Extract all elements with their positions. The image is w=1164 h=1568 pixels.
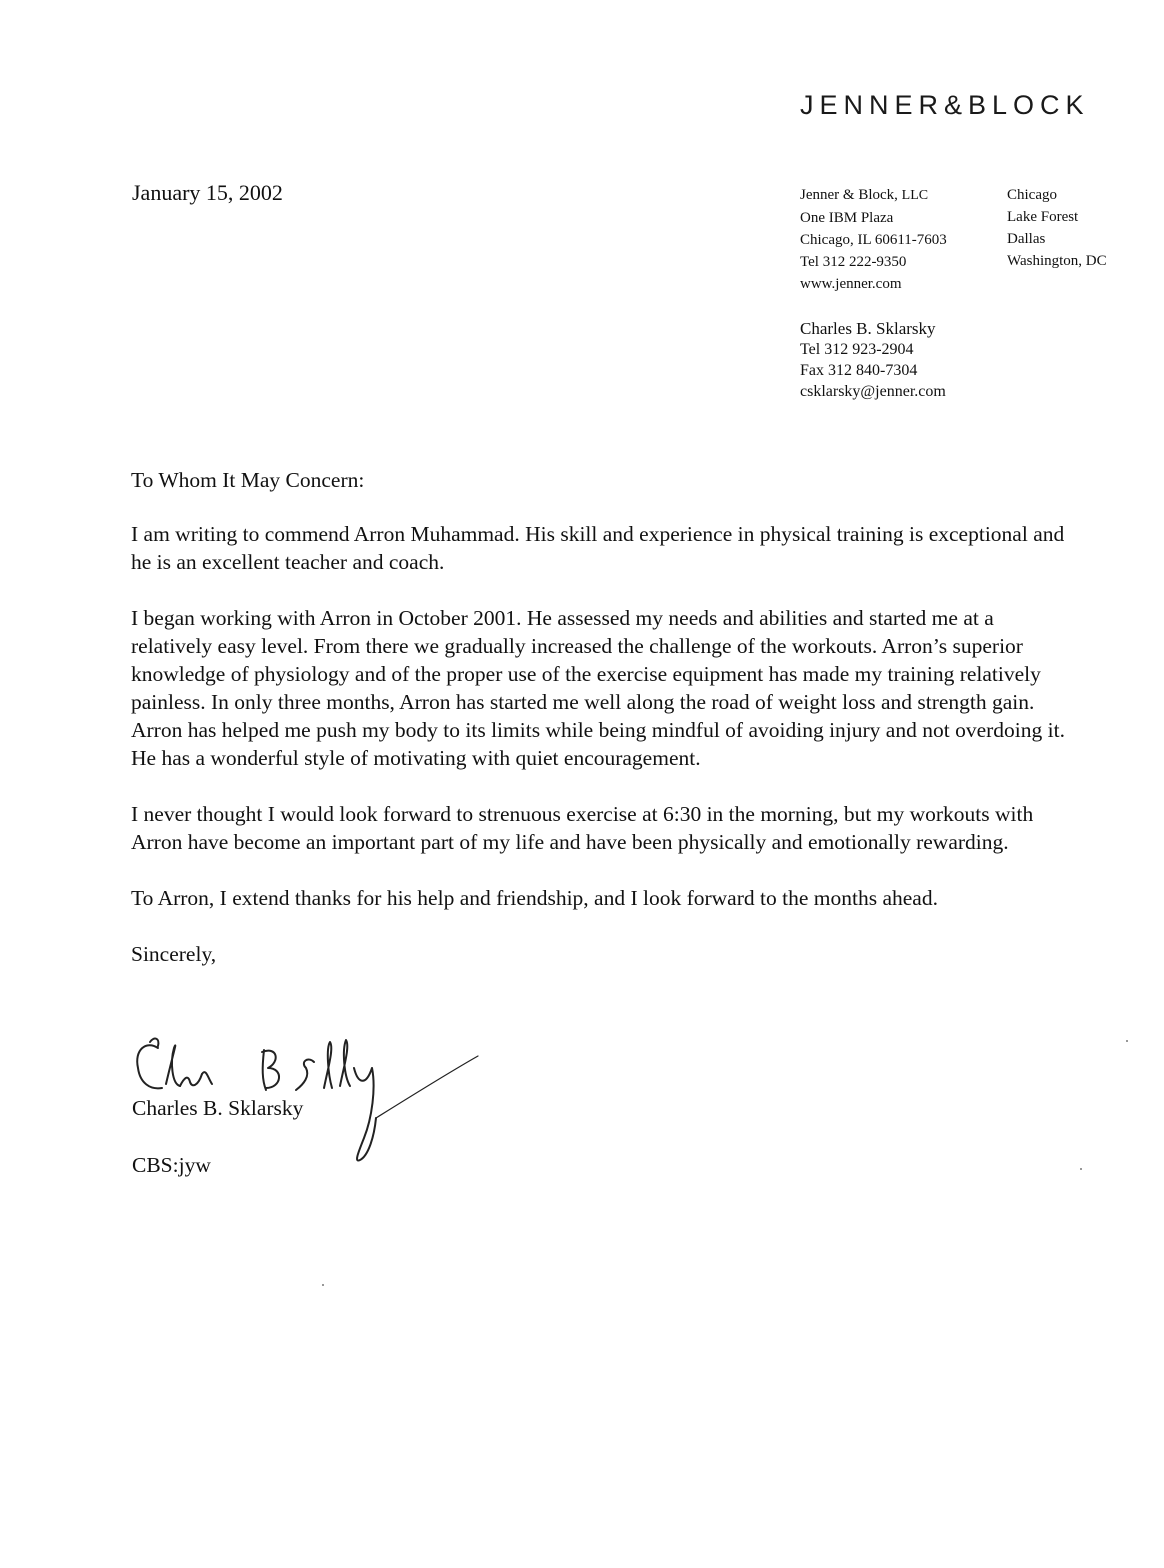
firm-address-line2: Chicago, IL 60611-7603 [800, 232, 947, 248]
sender-contact-block [800, 318, 946, 402]
firm-name: Jenner & Block, [800, 187, 898, 203]
body-paragraph: I am writing to commend Arron Muhammad. His skill and experience in physical training is exceptional and he is an excellent teacher and coach. [131, 522, 1065, 574]
office-item: Lake Forest [1007, 209, 1079, 225]
body-paragraph: I never thought I would look forward to strenuous exercise at 6:30 in the morning, but my workouts with Arron have become an important part of my life and have been physically and emotionally rewarding. [131, 802, 1034, 854]
firm-logo: JENNER&BLOCK [800, 90, 1090, 120]
office-item: Chicago [1007, 187, 1057, 203]
letter-body [131, 466, 1071, 968]
office-item: Washington, DC [1007, 253, 1107, 269]
office-list [1007, 184, 1107, 272]
scan-speck [1126, 1040, 1128, 1042]
signer-name: Charles B. Sklarsky [132, 1096, 304, 1120]
sender-fax: Fax 312 840-7304 [800, 362, 918, 379]
firm-name-suffix: LLC [901, 188, 929, 203]
scan-speck [322, 1284, 324, 1286]
firm-website: www.jenner.com [800, 276, 902, 292]
sender-name: Charles B. Sklarsky [800, 319, 936, 338]
sender-tel: Tel 312 923-2904 [800, 341, 914, 358]
sender-email: csklarsky@jenner.com [800, 383, 946, 400]
salutation: To Whom It May Concern: [131, 468, 365, 492]
body-paragraph: To Arron, I extend thanks for his help and friendship, and I look forward to the months ahead. [131, 886, 938, 910]
firm-address-block [800, 184, 947, 295]
firm-tel: Tel 312 222-9350 [800, 254, 907, 270]
body-paragraph: I began working with Arron in October 2001. He assessed my needs and abilities and started me at a relatively easy level. From there we gradually increased the challenge of the workouts. Arron’s superior knowledge of physiology and of the proper use of the exercise equipment has made my training relatively painless. In only three months, Arron has started me well along the road of weight loss and strength gain. Arron has helped me push my body to its limits while being mindful of avoiding injury and not overdoing it. He has a wonderful style of motivating with quiet encouragement. [131, 606, 1065, 770]
typist-initials: CBS:jyw [132, 1153, 211, 1177]
scan-speck [1080, 1168, 1082, 1170]
letter-date: January 15, 2002 [132, 180, 283, 205]
closing: Sincerely, [131, 942, 217, 966]
firm-address-line1: One IBM Plaza [800, 210, 894, 226]
firm-name-line [800, 184, 947, 207]
office-item: Dallas [1007, 231, 1046, 247]
